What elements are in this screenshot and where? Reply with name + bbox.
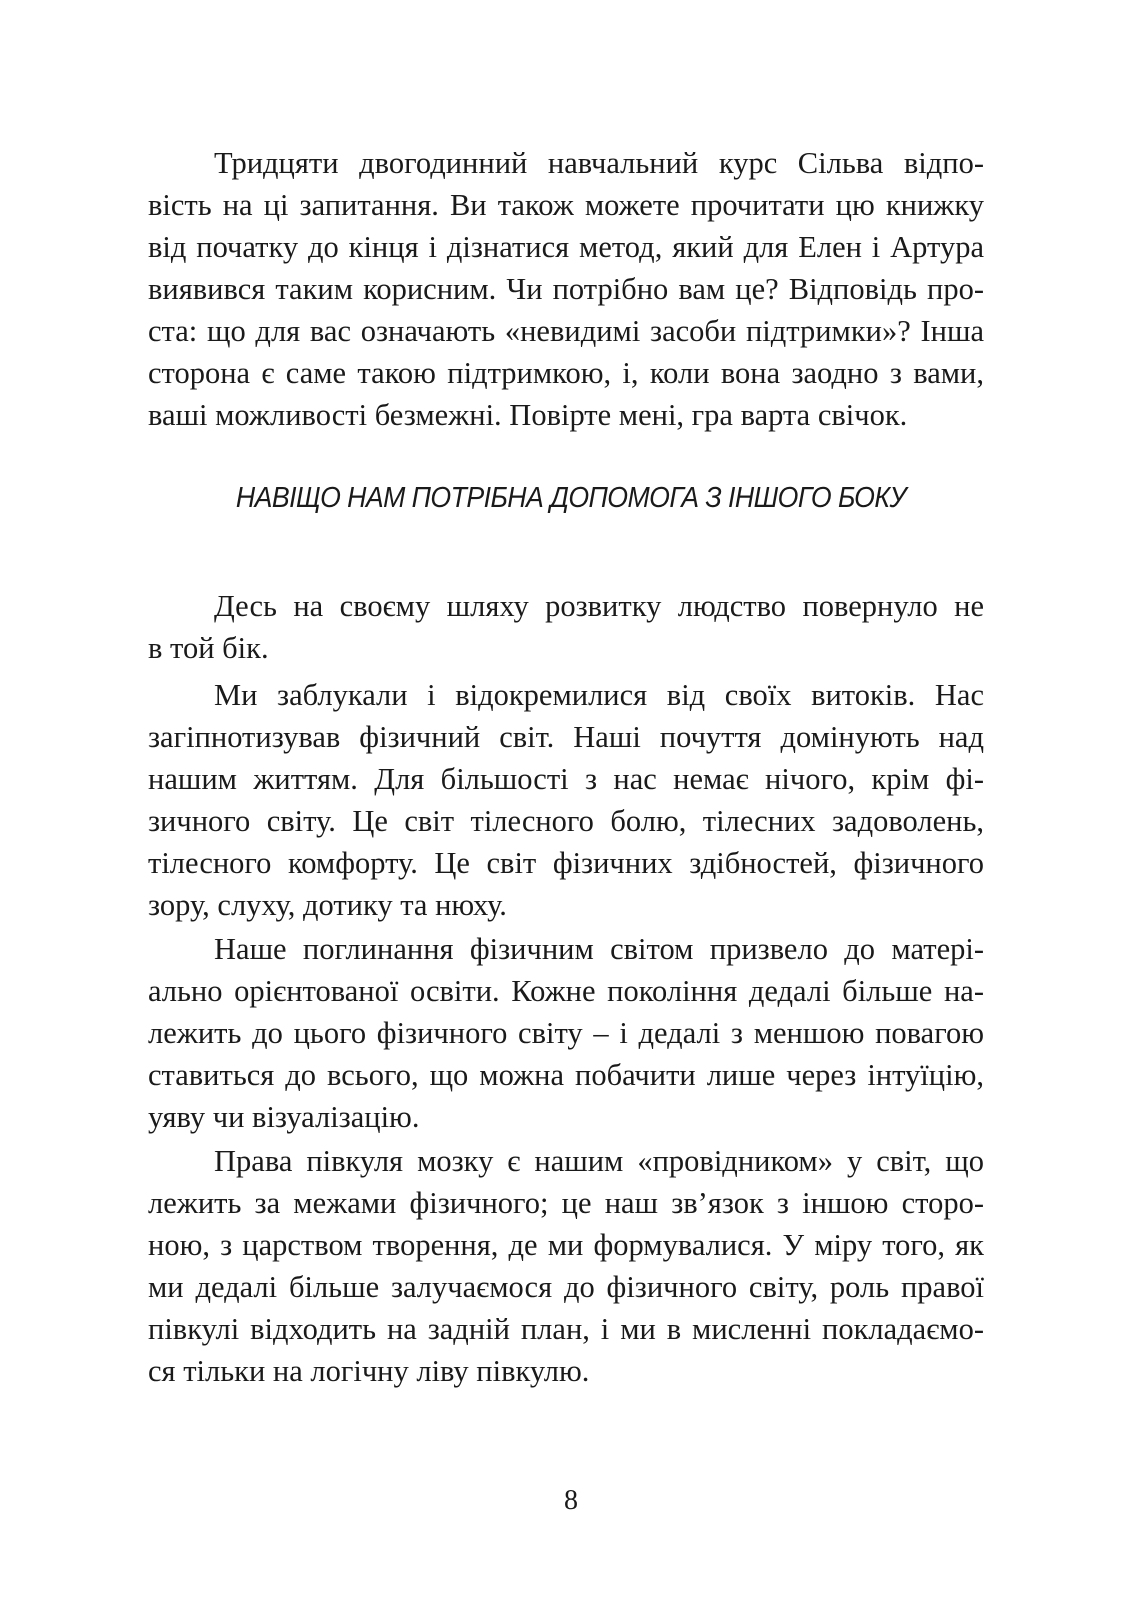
- text-line: ально орієнтованої освіти. Кожне покоління дедалі більше на-: [148, 974, 984, 1008]
- text-line: сторона є саме такою підтримкою, і, коли вона заодно з вами,: [148, 356, 984, 390]
- text-line: загіпнотизував фізичний світ. Наші почуття домінують над: [148, 720, 984, 754]
- text-line: ваші можливості безмежні. Повірте мені, гра варта свічок.: [148, 398, 908, 432]
- text-line: ста: що для вас означають «невидимі засоби підтримки»? Інша: [148, 314, 984, 348]
- text-line: Права півкуля мозку є нашим «провідником» у світ, що: [214, 1144, 984, 1178]
- text-line: півкулі відходить на задній план, і ми в мисленні покладаємо-: [148, 1312, 984, 1346]
- section-heading: НАВІЩО НАМ ПОТРІБНА ДОПОМОГА З ІНШОГО БОКУ: [235, 482, 907, 514]
- text-line: в той бік.: [148, 631, 269, 665]
- text-line: уяву чи візуалізацію.: [148, 1100, 420, 1134]
- text-line: Ми заблукали і відокремилися від своїх витоків. Нас: [214, 678, 984, 712]
- text-line: Десь на своєму шляху розвитку людство повернуло не: [214, 589, 984, 623]
- text-line: виявився таким корисним. Чи потрібно вам це? Відповідь про-: [148, 272, 984, 306]
- text-line: ною, з царством творення, де ми формувалися. У міру того, як: [148, 1228, 984, 1262]
- text-line: ся тільки на логічну ліву півкулю.: [148, 1354, 590, 1388]
- page-number: 8: [564, 1485, 578, 1516]
- text-line: тілесного комфорту. Це світ фізичних здібностей, фізичного: [148, 846, 984, 880]
- text-line: вість на ці запитання. Ви також можете прочитати цю книжку: [148, 188, 984, 222]
- text-line: Тридцяти двогодинний навчальний курс Сільва відпо-: [214, 146, 984, 180]
- text-line: нашим життям. Для більшості з нас немає нічого, крім фі-: [148, 762, 984, 796]
- text-line: зичного світу. Це світ тілесного болю, тілесних задоволень,: [148, 804, 984, 838]
- text-line: лежить за межами фізичного; це наш зв’язок з іншою сторо-: [148, 1186, 984, 1220]
- text-line: зору, слуху, дотику та нюху.: [148, 888, 507, 922]
- text-line: Наше поглинання фізичним світом призвело до матері-: [214, 932, 984, 966]
- text-line: від початку до кінця і дізнатися метод, який для Елен і Артура: [148, 230, 984, 264]
- text-line: ставиться до всього, що можна побачити лише через інтуїцію,: [148, 1058, 984, 1092]
- text-line: лежить до цього фізичного світу – і дедалі з меншою повагою: [148, 1016, 984, 1050]
- text-line: ми дедалі більше залучаємося до фізичного світу, роль правої: [148, 1270, 984, 1304]
